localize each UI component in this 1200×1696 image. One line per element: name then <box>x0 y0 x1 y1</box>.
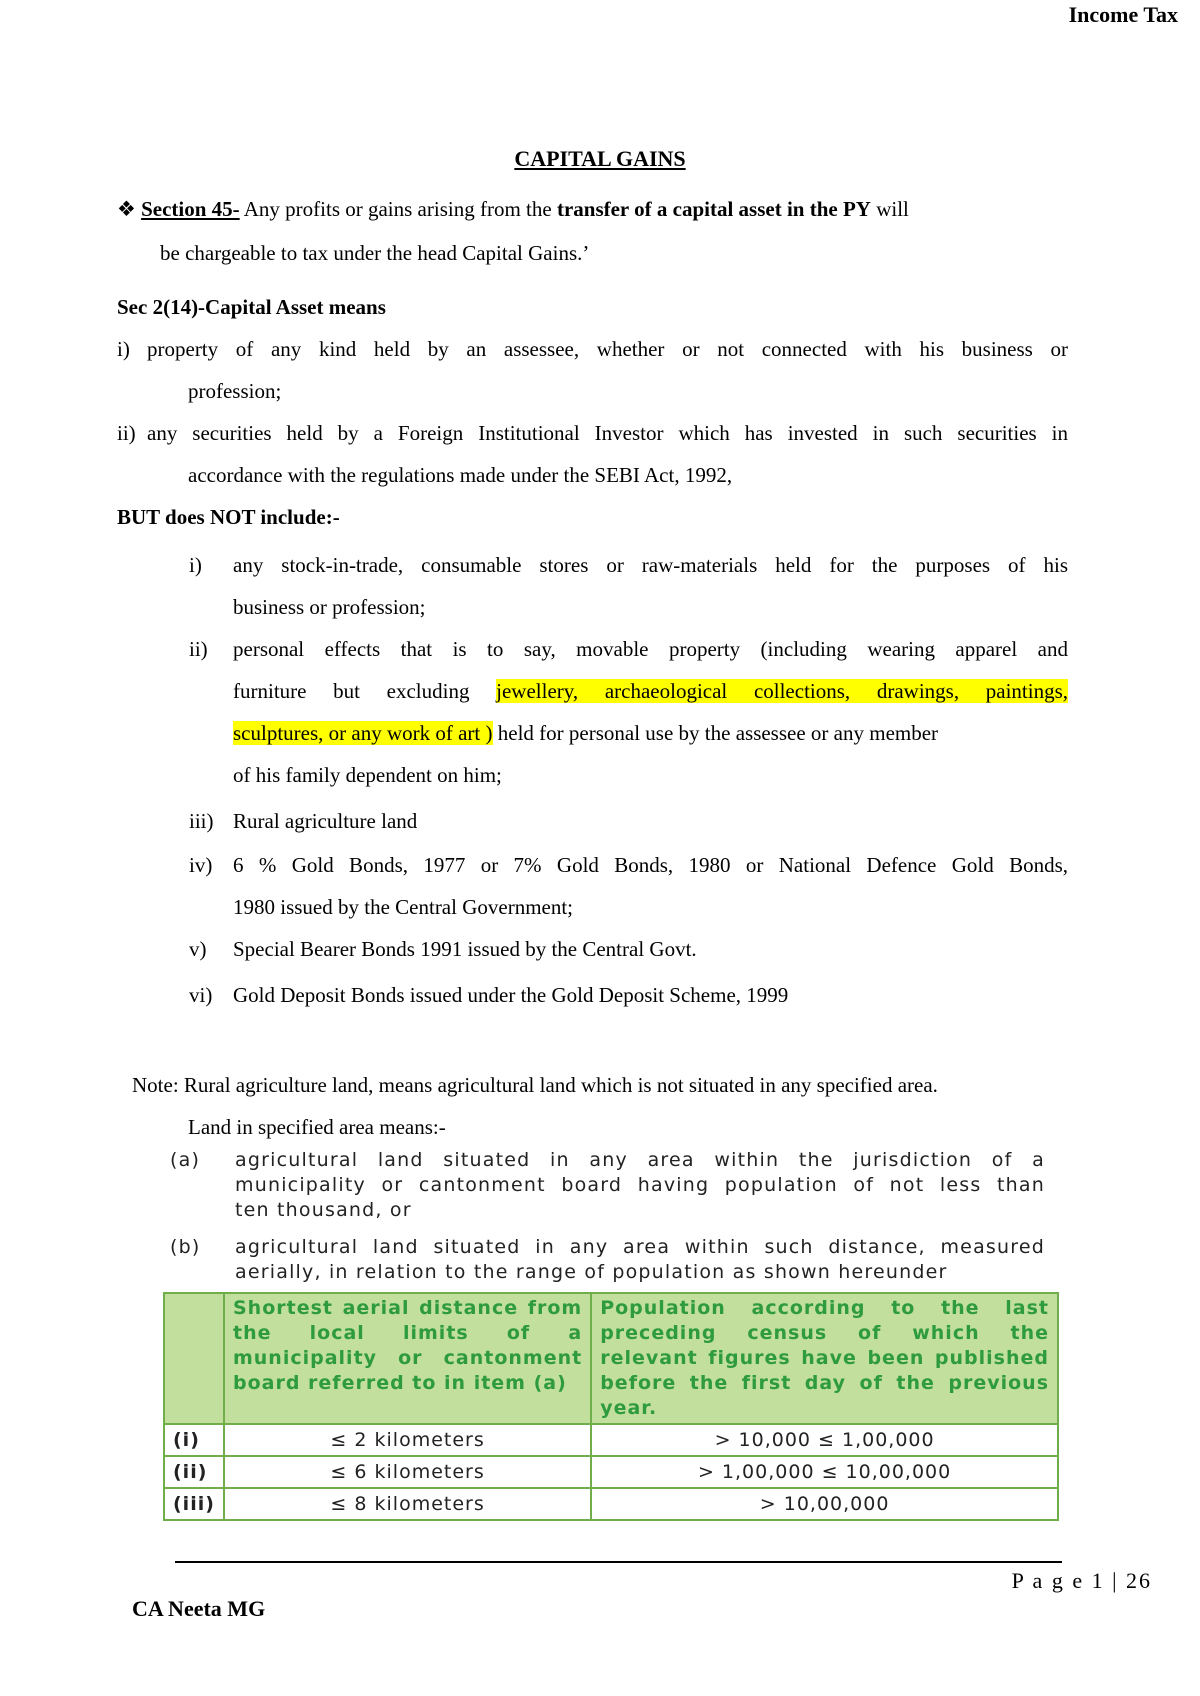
note-item-a-number: (a) <box>170 1149 201 1171</box>
highlighted-text: jewellery, archaeological collections, drawings, paintings, <box>496 679 1068 703</box>
exclusion-item-2-number: ii) <box>189 637 208 661</box>
table-header-blank <box>164 1293 224 1424</box>
exclusion-item-1-line-1: any stock-in-trade, consumable stores or raw-materials held for the purposes of his <box>233 553 1068 577</box>
table-cell-distance: ≤ 6 kilometers <box>224 1456 591 1488</box>
table-row <box>164 1488 1058 1520</box>
note-line-2: Land in specified area means:- <box>188 1115 446 1139</box>
table-header-distance: Shortest aerial distance from the local limits of a municipality or cantonment board referred to in item (a) <box>224 1293 591 1424</box>
sec-2-14-item-1-number: i) <box>117 337 130 361</box>
note-item-a-line-3: ten thousand, or <box>235 1199 412 1221</box>
section-45-bold-text: transfer of a capital asset in the PY <box>556 197 871 221</box>
exclusion-item-5-number: v) <box>189 937 207 961</box>
sec-2-14-item-2-number: ii) <box>117 421 136 445</box>
exclusion-item-2-plain-text: held for personal use by the assessee or any member <box>492 721 939 745</box>
exclusions-heading: BUT does NOT include:- <box>117 505 340 529</box>
note-item-a-line-2: municipality or cantonment board having population of not less than <box>235 1174 1045 1196</box>
exclusion-item-1-number: i) <box>189 553 202 577</box>
section-45-text-end: will <box>870 197 909 221</box>
section-45-line-2: be chargeable to tax under the head Capital Gains.’ <box>160 241 590 265</box>
note-item-b-line-2: aerially, in relation to the range of population as shown hereunder <box>235 1261 948 1283</box>
sec-2-14-item-1-line-2: profession; <box>188 379 282 403</box>
section-45-text: Any profits or gains arising from the <box>239 197 557 221</box>
exclusion-item-6-text: Gold Deposit Bonds issued under the Gold Deposit Scheme, 1999 <box>233 983 789 1007</box>
exclusion-item-3-number: iii) <box>189 809 214 833</box>
note-item-b-number: (b) <box>170 1236 201 1258</box>
table-header-row <box>164 1293 1058 1424</box>
running-header: Income Tax <box>1068 2 1178 27</box>
table-cell-distance: ≤ 8 kilometers <box>224 1488 591 1520</box>
exclusion-item-4-line-1: 6 % Gold Bonds, 1977 or 7% Gold Bonds, 1980 or National Defence Gold Bonds, <box>233 853 1068 877</box>
exclusion-item-2-line-1: personal effects that is to say, movable property (including wearing apparel and <box>233 637 1068 661</box>
page-number: P a g e 1 | 26 <box>1011 1568 1152 1593</box>
note-line-1: Note: Rural agriculture land, means agricultural land which is not situated in any specified area. <box>132 1073 938 1097</box>
exclusion-item-5-text: Special Bearer Bonds 1991 issued by the Central Govt. <box>233 937 697 961</box>
note-item-b-line-1: agricultural land situated in any area within such distance, measured <box>235 1236 1045 1258</box>
footer-divider <box>175 1561 1062 1563</box>
exclusion-item-1-line-2: business or profession; <box>233 595 426 619</box>
diamond-bullet-icon: ❖ <box>117 197 136 221</box>
exclusion-item-2-line-2 <box>233 678 1068 704</box>
sec-2-14-item-2-line-1: any securities held by a Foreign Institutional Investor which has invested in such securities in <box>147 421 1068 445</box>
exclusion-item-2-plain-text: furniture but excluding <box>233 679 497 703</box>
table-cell-label: (iii) <box>164 1488 224 1520</box>
table-cell-distance: ≤ 2 kilometers <box>224 1424 591 1456</box>
page-title: CAPITAL GAINS <box>514 146 686 171</box>
table-cell-population: > 10,00,000 <box>591 1488 1058 1520</box>
author-name: CA Neeta MG <box>132 1596 266 1621</box>
table-cell-label: (i) <box>164 1424 224 1456</box>
table-row <box>164 1424 1058 1456</box>
table-cell-population: > 10,000 ≤ 1,00,000 <box>591 1424 1058 1456</box>
table-row <box>164 1456 1058 1488</box>
exclusion-item-2-line-4: of his family dependent on him; <box>233 763 502 787</box>
table-cell-population: > 1,00,000 ≤ 10,00,000 <box>591 1456 1058 1488</box>
exclusion-item-4-number: iv) <box>189 853 213 877</box>
sec-2-14-item-2-line-2: accordance with the regulations made under the SEBI Act, 1992, <box>188 463 733 487</box>
specified-area-table <box>163 1292 1059 1521</box>
exclusion-item-2-line-3 <box>233 720 1068 746</box>
section-45-heading: Section 45- <box>141 197 240 221</box>
table-header-population: Population according to the last preceding census of which the relevant figures have been published before the first day of the previous year. <box>591 1293 1058 1424</box>
note-item-a-line-1: agricultural land situated in any area within the jurisdiction of a <box>235 1149 1045 1171</box>
exclusion-item-4-line-2: 1980 issued by the Central Government; <box>233 895 574 919</box>
sec-2-14-item-1-line-1: property of any kind held by an assessee, whether or not connected with his business or <box>147 337 1068 361</box>
exclusion-item-3-text: Rural agriculture land <box>233 809 418 833</box>
exclusion-item-6-number: vi) <box>189 983 213 1007</box>
table-cell-label: (ii) <box>164 1456 224 1488</box>
section-45-paragraph <box>117 196 1077 222</box>
sec-2-14-heading: Sec 2(14)-Capital Asset means <box>117 295 386 319</box>
highlighted-text: sculptures, or any work of art ) <box>233 721 493 745</box>
